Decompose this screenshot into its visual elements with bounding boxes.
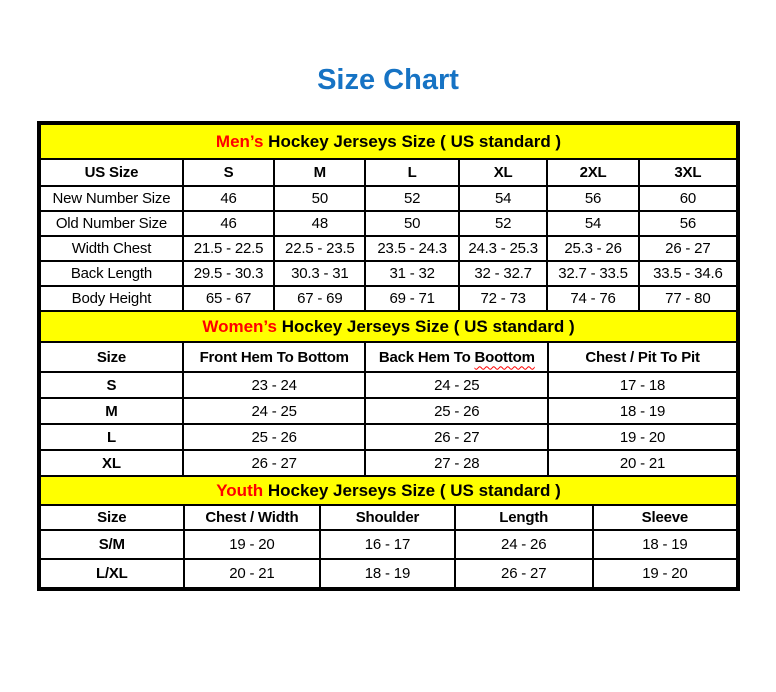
size-cell: 23 - 24 bbox=[183, 372, 366, 398]
size-cell: 65 - 67 bbox=[183, 286, 274, 311]
column-header: Chest / Pit To Pit bbox=[548, 342, 737, 372]
size-cell: 19 - 20 bbox=[548, 424, 737, 450]
column-header: L bbox=[365, 159, 458, 186]
size-cell: 74 - 76 bbox=[547, 286, 638, 311]
back-hem-label-prefix: Back Hem To bbox=[378, 348, 475, 366]
size-cell: 46 bbox=[183, 211, 274, 236]
size-cell: 46 bbox=[183, 186, 274, 211]
size-cell: 19 - 20 bbox=[184, 530, 321, 559]
size-cell: 60 bbox=[639, 186, 737, 211]
table-row bbox=[40, 450, 737, 476]
column-header: 2XL bbox=[547, 159, 638, 186]
size-cell: 26 - 27 bbox=[183, 450, 366, 476]
row-label: Width Chest bbox=[40, 236, 183, 261]
women-column-header-row bbox=[40, 342, 737, 372]
men-table-title bbox=[40, 124, 737, 159]
row-label: S/M bbox=[40, 530, 184, 559]
size-cell: 25.3 - 26 bbox=[547, 236, 638, 261]
size-cell: 27 - 28 bbox=[365, 450, 548, 476]
size-cell: 18 - 19 bbox=[320, 559, 455, 588]
size-cell: 25 - 26 bbox=[183, 424, 366, 450]
row-label: Old Number Size bbox=[40, 211, 183, 236]
size-cell: 21.5 - 22.5 bbox=[183, 236, 274, 261]
size-cell: 72 - 73 bbox=[459, 286, 548, 311]
size-cell: 31 - 32 bbox=[365, 261, 458, 286]
youth-size-table bbox=[39, 475, 738, 589]
size-cell: 22.5 - 23.5 bbox=[274, 236, 365, 261]
size-cell: 77 - 80 bbox=[639, 286, 737, 311]
size-cell: 32.7 - 33.5 bbox=[547, 261, 638, 286]
size-cell: 54 bbox=[547, 211, 638, 236]
size-cell: 26 - 27 bbox=[455, 559, 593, 588]
column-header-misspelled bbox=[365, 342, 548, 372]
column-header: US Size bbox=[40, 159, 183, 186]
size-cell: 18 - 19 bbox=[593, 530, 737, 559]
size-cell: 23.5 - 24.3 bbox=[365, 236, 458, 261]
page-title: Size Chart bbox=[317, 64, 459, 96]
men-table-title-row bbox=[40, 124, 737, 159]
table-row bbox=[40, 398, 737, 424]
size-cell: 17 - 18 bbox=[548, 372, 737, 398]
row-label: L bbox=[40, 424, 183, 450]
table-row bbox=[40, 559, 737, 588]
row-label: M bbox=[40, 398, 183, 424]
size-cell: 52 bbox=[459, 211, 548, 236]
men-title-accent: Men’s bbox=[215, 131, 264, 151]
youth-table-title-row bbox=[40, 476, 737, 505]
men-column-header-row bbox=[40, 159, 737, 186]
size-cell: 30.3 - 31 bbox=[274, 261, 365, 286]
size-cell: 25 - 26 bbox=[365, 398, 548, 424]
men-title-rest: Hockey Jerseys Size ( US standard ) bbox=[263, 131, 562, 151]
size-cell: 24.3 - 25.3 bbox=[459, 236, 548, 261]
size-cell: 50 bbox=[365, 211, 458, 236]
column-header: Chest / Width bbox=[184, 505, 321, 530]
column-header: 3XL bbox=[639, 159, 737, 186]
row-label: New Number Size bbox=[40, 186, 183, 211]
column-header: XL bbox=[459, 159, 548, 186]
size-cell: 24 - 26 bbox=[455, 530, 593, 559]
size-cell: 20 - 21 bbox=[548, 450, 737, 476]
back-hem-label-misspelled-word: Boottom bbox=[474, 348, 535, 366]
size-cell: 24 - 25 bbox=[365, 372, 548, 398]
size-cell: 20 - 21 bbox=[184, 559, 321, 588]
women-title-rest: Hockey Jerseys Size ( US standard ) bbox=[276, 316, 575, 336]
size-cell: 32 - 32.7 bbox=[459, 261, 548, 286]
row-label: L/XL bbox=[40, 559, 184, 588]
size-cell: 50 bbox=[274, 186, 365, 211]
row-label: XL bbox=[40, 450, 183, 476]
women-size-table bbox=[39, 310, 738, 477]
size-cell: 16 - 17 bbox=[320, 530, 455, 559]
row-label: Back Length bbox=[40, 261, 183, 286]
youth-table-title bbox=[40, 476, 737, 505]
table-row bbox=[40, 530, 737, 559]
men-size-table bbox=[39, 123, 738, 312]
size-tables-container bbox=[37, 121, 740, 591]
table-row bbox=[40, 372, 737, 398]
column-header: S bbox=[183, 159, 274, 186]
youth-column-header-row bbox=[40, 505, 737, 530]
row-label: Body Height bbox=[40, 286, 183, 311]
size-cell: 26 - 27 bbox=[639, 236, 737, 261]
size-cell: 56 bbox=[639, 211, 737, 236]
table-row bbox=[40, 236, 737, 261]
column-header: Length bbox=[455, 505, 593, 530]
size-cell: 29.5 - 30.3 bbox=[183, 261, 274, 286]
size-cell: 24 - 25 bbox=[183, 398, 366, 424]
table-row bbox=[40, 424, 737, 450]
column-header: Sleeve bbox=[593, 505, 737, 530]
row-label: S bbox=[40, 372, 183, 398]
table-row bbox=[40, 286, 737, 311]
table-row bbox=[40, 261, 737, 286]
size-cell: 19 - 20 bbox=[593, 559, 737, 588]
size-cell: 52 bbox=[365, 186, 458, 211]
women-title-accent: Women’s bbox=[202, 316, 277, 336]
size-cell: 54 bbox=[459, 186, 548, 211]
size-cell: 67 - 69 bbox=[274, 286, 365, 311]
column-header: Size bbox=[40, 505, 184, 530]
women-table-title-row bbox=[40, 311, 737, 342]
size-cell: 56 bbox=[547, 186, 638, 211]
size-cell: 48 bbox=[274, 211, 365, 236]
table-row bbox=[40, 186, 737, 211]
size-cell: 69 - 71 bbox=[365, 286, 458, 311]
size-cell: 26 - 27 bbox=[365, 424, 548, 450]
column-header: Shoulder bbox=[320, 505, 455, 530]
column-header: Size bbox=[40, 342, 183, 372]
column-header: M bbox=[274, 159, 365, 186]
size-cell: 18 - 19 bbox=[548, 398, 737, 424]
size-cell: 33.5 - 34.6 bbox=[639, 261, 737, 286]
women-table-title bbox=[40, 311, 737, 342]
column-header: Front Hem To Bottom bbox=[183, 342, 366, 372]
youth-title-rest: Hockey Jerseys Size ( US standard ) bbox=[263, 480, 561, 500]
table-row bbox=[40, 211, 737, 236]
youth-title-accent: Youth bbox=[216, 480, 264, 500]
